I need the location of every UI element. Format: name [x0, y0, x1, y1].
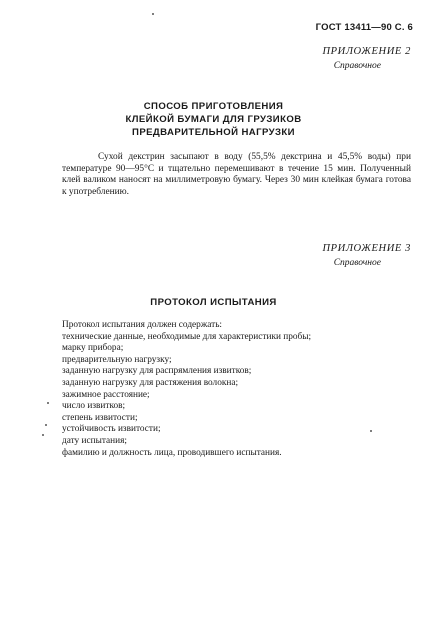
- protocol-list: [62, 320, 402, 459]
- list-item: заданную нагрузку для распрямления извитков;: [62, 366, 252, 377]
- list-item: фамилию и должность лица, проводившего испытания.: [62, 447, 282, 458]
- scan-speck: [152, 13, 154, 15]
- scan-speck: [45, 424, 47, 426]
- scan-speck: [370, 430, 372, 432]
- list-item: степень извитости;: [62, 412, 138, 423]
- appendix-2-paragraph: [62, 152, 411, 198]
- list-item: зажимное расстояние;: [62, 389, 150, 400]
- list-item: предварительную нагрузку;: [62, 354, 172, 365]
- heading-line: СПОСОБ ПРИГОТОВЛЕНИЯ: [143, 101, 284, 112]
- appendix-2-title: ПРИЛОЖЕНИЕ 2: [322, 46, 411, 57]
- page-header: ГОСТ 13411—90 С. 6: [315, 22, 413, 33]
- heading-line: КЛЕЙКОЙ БУМАГИ ДЛЯ ГРУЗИКОВ: [125, 114, 302, 125]
- scan-speck: [47, 402, 49, 404]
- scan-speck: [42, 434, 44, 436]
- paragraph-text: Сухой декстрин засыпают в воду (55,5% декстрина и 45,5% воды) при температуре 90—95°С и тщательно перемешивают в течение 15 мин. Полученный клей валиком наносят на миллиметровую бумагу. Через 30 мин клейкая бумага готова к употреблению.: [62, 152, 411, 197]
- appendix-3-title: ПРИЛОЖЕНИЕ 3: [322, 243, 411, 254]
- appendix-3-heading: ПРОТОКОЛ ИСПЫТАНИЯ: [150, 297, 277, 308]
- list-item: технические данные, необходимые для характеристики пробы;: [62, 331, 312, 342]
- list-item: устойчивость извитости;: [62, 424, 161, 435]
- heading-line: ПРЕДВАРИТЕЛЬНОЙ НАГРУЗКИ: [132, 127, 295, 138]
- list-item: число извитков;: [62, 401, 126, 412]
- appendix-3-subtitle: Справочное: [333, 258, 381, 268]
- list-item: марку прибора;: [62, 343, 124, 354]
- appendix-2-subtitle: Справочное: [333, 61, 381, 71]
- list-item: заданную нагрузку для растяжения волокна;: [62, 377, 239, 388]
- list-intro: Протокол испытания должен содержать:: [62, 320, 223, 330]
- appendix-2-heading: [0, 100, 427, 139]
- list-item: дату испытания;: [62, 435, 127, 446]
